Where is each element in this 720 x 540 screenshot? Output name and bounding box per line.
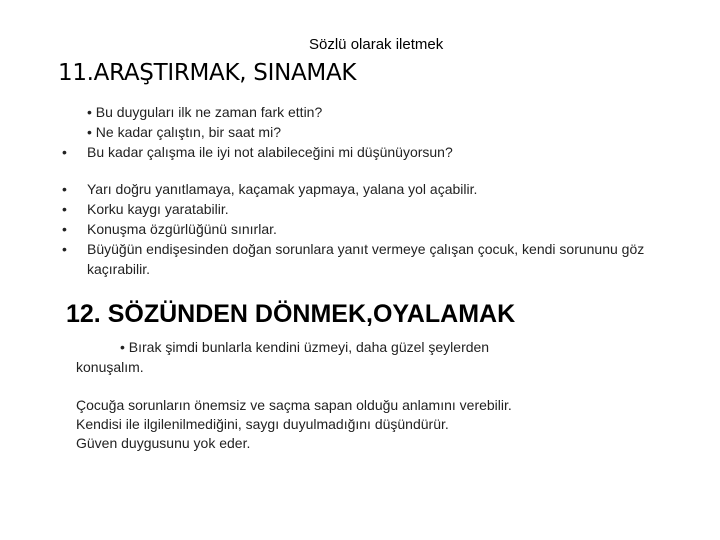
bullet-icon: •: [62, 181, 67, 197]
list-item-text: Yarı doğru yanıtlamaya, kaçamak yapmaya, yalana yol açabilir.: [87, 181, 478, 197]
bullet-icon: •: [62, 144, 67, 160]
list-item-continuation: kaçırabilir.: [87, 261, 151, 277]
question-line: • Bu duyguları ilk ne zaman fark ettin?: [87, 104, 323, 120]
list-item: [62, 241, 720, 261]
list-item-text: Korku kaygı yaratabilir.: [87, 201, 229, 217]
bullet-icon: •: [62, 241, 67, 257]
list-item-text: Konuşma özgürlüğünü sınırlar.: [87, 221, 277, 237]
paragraph-line: Çocuğa sorunların önemsiz ve saçma sapan olduğu anlamını verebilir.: [76, 397, 512, 413]
list-item-text: Büyüğün endişesinden doğan sorunlara yanıt vermeye çalışan çocuk, kendi sorununu göz: [87, 241, 645, 257]
example-line: konuşalım.: [76, 359, 144, 375]
question-line: • Ne kadar çalıştın, bir saat mi?: [87, 124, 281, 140]
section-1-heading: 11.ARAŞTIRMAK, SINAMAK: [58, 60, 357, 86]
bullet-icon: •: [62, 201, 67, 217]
list-item-text: Bu kadar çalışma ile iyi not alabileceğini mi düşünüyorsun?: [87, 144, 453, 160]
slide-subtitle: Sözlü olarak iletmek: [309, 36, 444, 53]
example-line: • Bırak şimdi bunlarla kendini üzmeyi, daha güzel şeylerden: [120, 339, 490, 355]
paragraph-line: Güven duygusunu yok eder.: [76, 435, 251, 451]
paragraph-line: Kendisi ile ilgilenilmediğini, saygı duyulmadığını düşündürür.: [76, 416, 449, 432]
bullet-icon: •: [62, 221, 67, 237]
section-2-heading: 12. SÖZÜNDEN DÖNMEK,OYALAMAK: [66, 300, 516, 328]
